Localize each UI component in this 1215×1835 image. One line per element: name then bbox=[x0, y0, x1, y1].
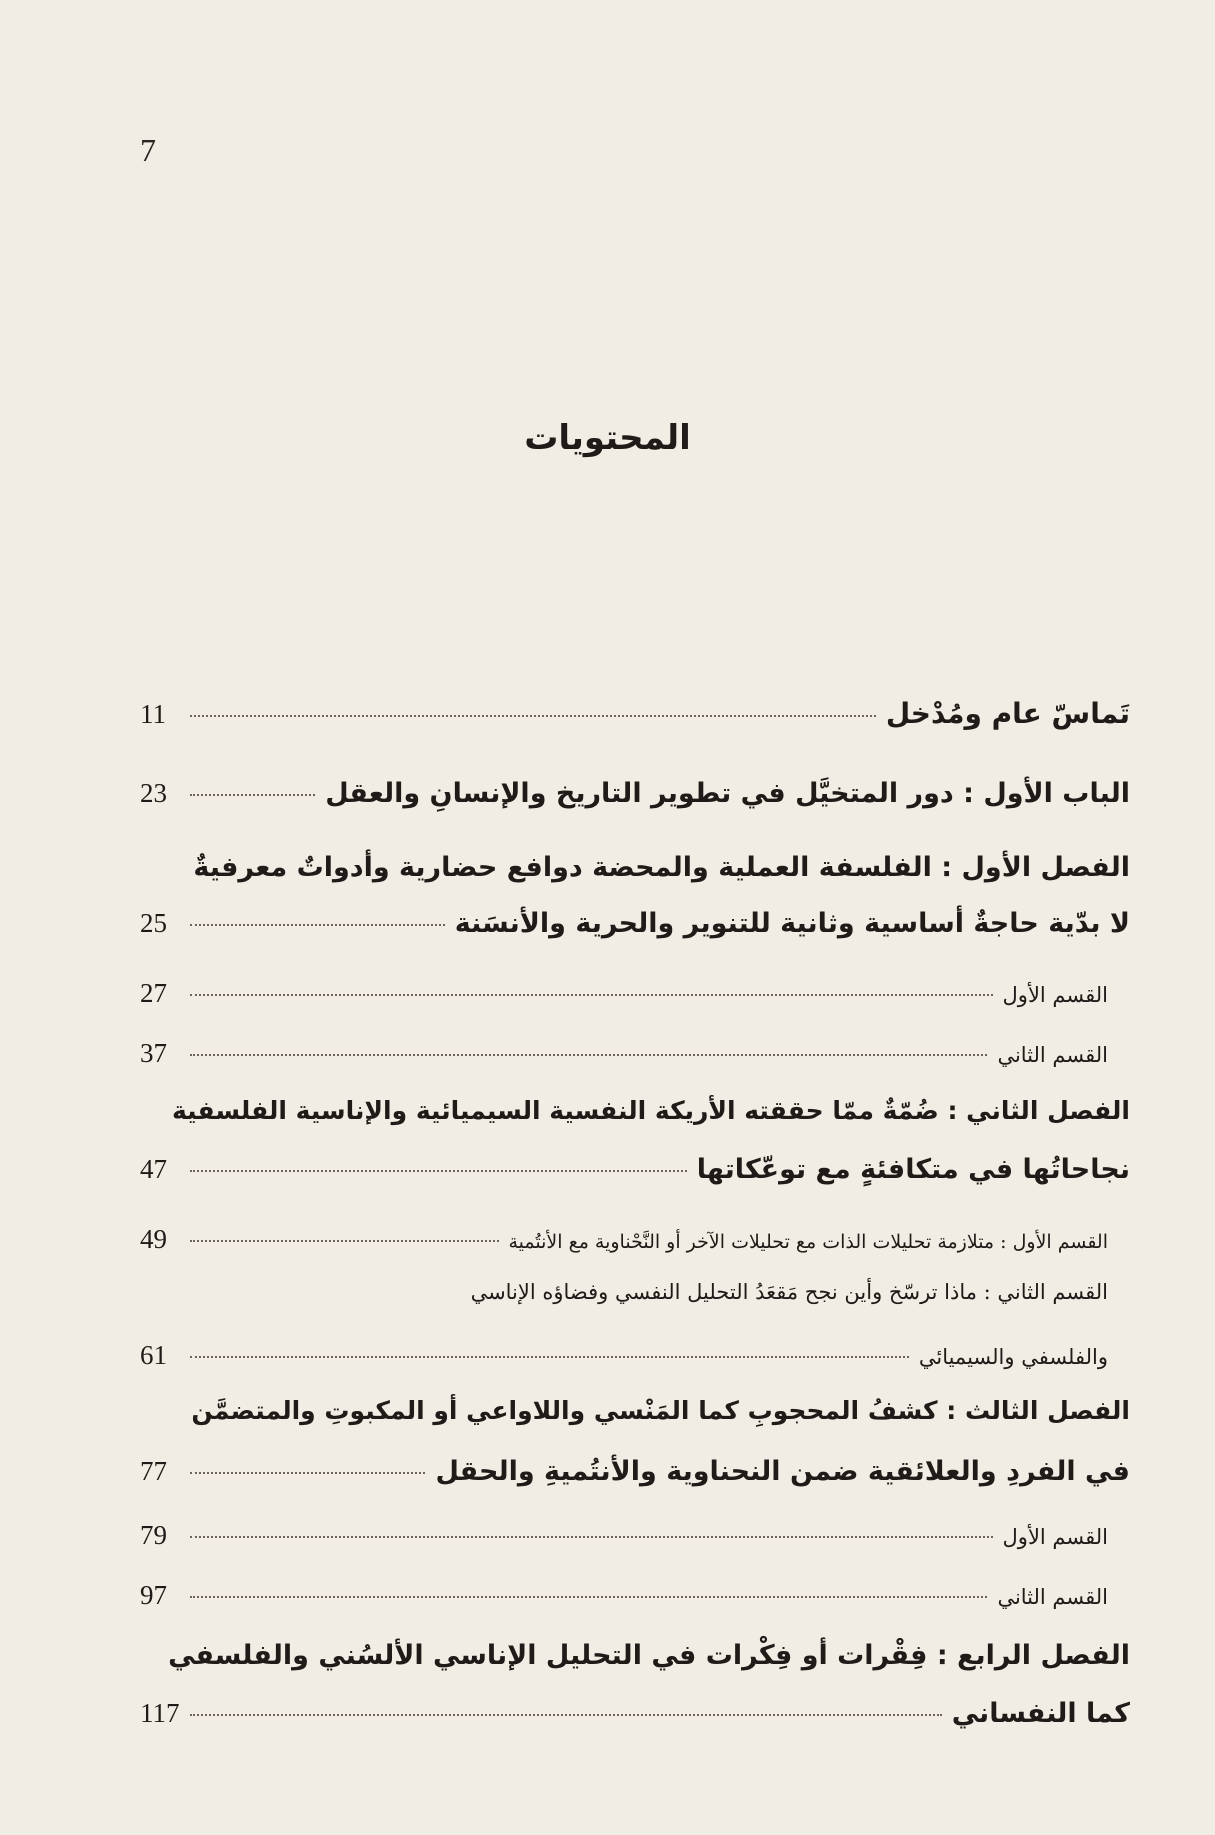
toc-entry bbox=[140, 1520, 1130, 1551]
toc-page-number: 37 bbox=[140, 1038, 167, 1068]
toc-page-number: 47 bbox=[140, 1154, 167, 1184]
dot-leader bbox=[190, 924, 445, 926]
page-title: المحتويات bbox=[524, 418, 691, 458]
toc-entry-title: كما النفساني bbox=[951, 1698, 1130, 1729]
toc-page-number: 77 bbox=[140, 1456, 167, 1486]
toc-entry-title: القسم الأول : متلازمة تحليلات الذات مع تحليلات الآخر أو النَّحْناوية مع الأنتُمية bbox=[508, 1231, 1108, 1253]
dot-leader bbox=[190, 1170, 687, 1172]
dot-leader bbox=[190, 1536, 993, 1538]
toc-entry bbox=[140, 697, 1130, 730]
dot-leader bbox=[190, 1054, 987, 1056]
toc-entry-title: الباب الأول : دور المتخيَّل في تطوير التاريخ والإنسانِ والعقل bbox=[325, 778, 1130, 809]
toc-entry-title: لا بدّية حاجةٌ أساسية وثانية للتنوير والحرية والأنسَنة bbox=[454, 908, 1130, 939]
toc-page-number: 97 bbox=[140, 1580, 167, 1610]
dot-leader bbox=[190, 1472, 425, 1474]
toc-entry bbox=[140, 908, 1130, 939]
dot-leader bbox=[190, 794, 315, 796]
dot-leader bbox=[190, 1714, 942, 1716]
toc-page-number: 23 bbox=[140, 778, 167, 808]
dot-leader bbox=[190, 994, 993, 996]
toc-entry bbox=[140, 1154, 1130, 1185]
toc-page-number: 79 bbox=[140, 1520, 167, 1550]
toc-entry-title: القسم الأول bbox=[1002, 983, 1108, 1007]
toc-entry-title: القسم الثاني bbox=[997, 1585, 1108, 1609]
toc-entry bbox=[140, 1698, 1130, 1729]
toc-entry-title-line: الفصل الرابع : فِقْرات أو فِكْرات في التحليل الإناسي الألسُني والفلسفي bbox=[168, 1640, 1130, 1671]
toc-entry-title: القسم الثاني bbox=[997, 1043, 1108, 1067]
toc-entry bbox=[140, 1224, 1130, 1255]
toc-entry-title: نجاحاتُها في متكافئةٍ مع توعّكاتها bbox=[696, 1154, 1130, 1185]
dot-leader bbox=[190, 1240, 499, 1242]
toc-entry bbox=[140, 1456, 1130, 1487]
toc-page-number: 27 bbox=[140, 978, 167, 1008]
toc-page-number: 117 bbox=[140, 1698, 180, 1728]
toc-page-number: 11 bbox=[140, 699, 166, 729]
toc-entry-title: والفلسفي والسيميائي bbox=[918, 1345, 1108, 1369]
toc-entry-title: تَماسّ عام ومُدْخل bbox=[885, 697, 1130, 730]
toc-entry bbox=[140, 1038, 1130, 1069]
toc-entry-title: القسم الأول bbox=[1002, 1525, 1108, 1549]
toc-entry-title-line: الفصل الثاني : ضُمّةٌ ممّا حققته الأريكة النفسية السيميائية والإناسية الفلسفية bbox=[172, 1096, 1130, 1125]
toc-entry bbox=[140, 1580, 1130, 1611]
toc-page-number: 49 bbox=[140, 1224, 167, 1254]
toc-page-number: 25 bbox=[140, 908, 167, 938]
dot-leader bbox=[190, 1356, 909, 1358]
toc-entry-title: في الفردِ والعلائقية ضمن النحناوية والأنتُميةِ والحقل bbox=[435, 1456, 1130, 1487]
dot-leader bbox=[190, 1596, 987, 1598]
toc-entry bbox=[140, 978, 1130, 1009]
toc-entry-title-line: الفصل الأول : الفلسفة العملية والمحضة دوافع حضارية وأدواتٌ معرفيةٌ bbox=[193, 852, 1130, 883]
toc-page-number: 61 bbox=[140, 1340, 167, 1370]
toc-entry bbox=[140, 1340, 1130, 1371]
page-number: 7 bbox=[140, 132, 156, 168]
toc-entry-title-line: القسم الثاني : ماذا ترسّخ وأين نجح مَقعَدُ التحليل النفسي وفضاؤه الإناسي bbox=[470, 1280, 1108, 1304]
dot-leader bbox=[190, 715, 876, 717]
toc-entry bbox=[140, 778, 1130, 809]
toc-entry-title-line: الفصل الثالث : كشفُ المحجوبِ كما المَنْسي واللاواعي أو المكبوتِ والمتضمَّن bbox=[191, 1396, 1130, 1425]
